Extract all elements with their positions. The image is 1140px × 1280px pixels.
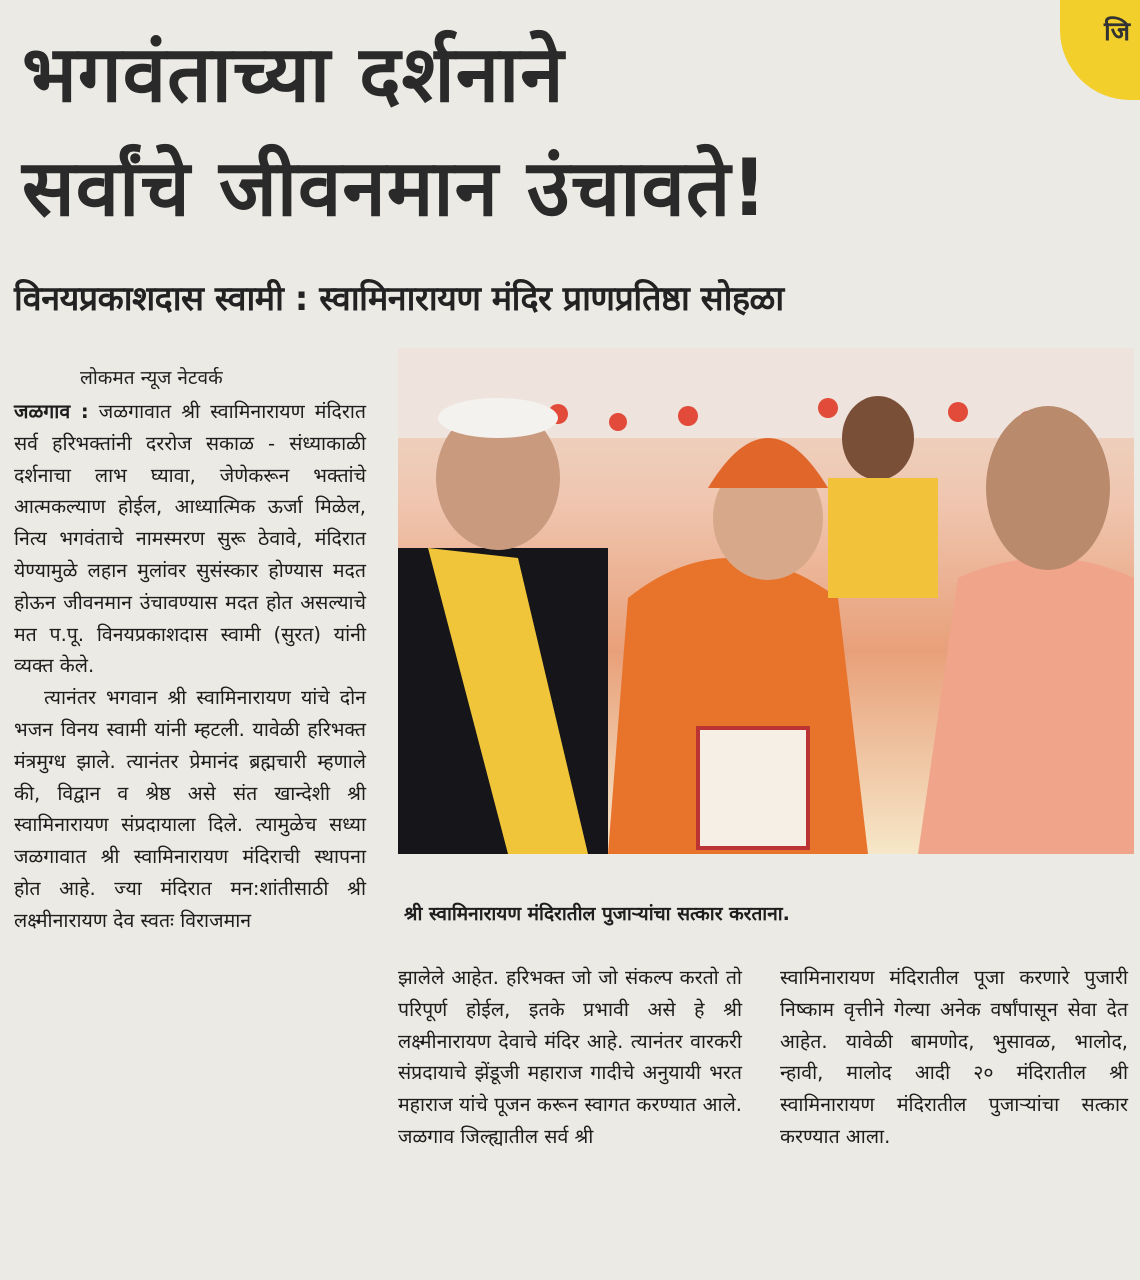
photo-caption: श्री स्वामिनारायण मंदिरातील पुजाऱ्यांचा सत्कार करताना. <box>404 903 790 925</box>
news-photo <box>398 348 1134 854</box>
section-tab-label: जि <box>1104 17 1131 47</box>
byline: लोकमत न्यूज नेटवर्क <box>80 367 223 389</box>
background-person-shirt <box>828 478 938 598</box>
paragraph-1: जळगावात श्री स्वामिनारायण मंदिरात सर्व हरिभक्तांनी दररोज सकाळ - संध्याकाळी दर्शनाचा लाभ घ्यावा, जेणेकरून भक्तांचे आत्मकल्याण होईल, आध्यात्मिक ऊर्जा मिळेल, नित्य भगवंताचे नामस्मरण सुरू ठेवावे, मंदिरात येण्यामुळे लहान मुलांवर सुसंस्कार होण्यास मदत होऊन जीवनमान उंचावण्यास मदत होत असल्याचे मत प.पू. विनयप्रकाशदास स्वामी (सुरत) यांनी व्यक्त केले. <box>14 400 367 678</box>
headline-line-1: भगवंताच्या दर्शनाने <box>22 30 565 120</box>
left-person-cap <box>438 398 558 438</box>
subheadline: विनयप्रकाशदास स्वामी : स्वामिनारायण मंदिर प्राणप्रतिष्ठा सोहळा <box>14 279 784 319</box>
paragraph-4: स्वामिनारायण मंदिरातील पूजा करणारे पुजारी निष्काम वृत्तीने गेल्या अनेक वर्षांपासून सेवा देत आहेत. यावेळी बामणोद, भुसावळ, भालोद, न्हावी, मालोद आदी २० मंदिरातील श्री स्वामिनारायण मंदिरातील पुजाऱ्यांचा सत्कार करण्यात आला. <box>780 966 1128 1148</box>
section-tab-badge <box>1060 0 1140 100</box>
photo-illustration <box>398 348 1134 854</box>
felicitation-book <box>698 728 808 848</box>
article-column-3 <box>780 962 1128 1153</box>
article-column-1 <box>14 396 366 937</box>
headline <box>22 18 1062 246</box>
headline-line-2: सर्वांचे जीवनमान उंचावते! <box>22 144 768 234</box>
center-monk-turban <box>708 438 828 488</box>
right-monk-face <box>986 406 1110 570</box>
background-person-face <box>842 396 914 480</box>
right-monk-robe <box>918 558 1134 854</box>
article-column-2 <box>398 962 742 1153</box>
paragraph-2: त्यानंतर भगवान श्री स्वामिनारायण यांचे दोन भजन विनय स्वामी यांनी म्हटली. यावेळी हरिभक्त मंत्रमुग्ध झाले. त्यानंतर प्रेमानंद ब्रह्मचारी म्हणाले की, विद्वान व श्रेष्ठ असे संत खान्देशी श्री स्वामिनारायण संप्रदायाला दिले. त्यामुळेच सध्या जळगावात श्री स्वामिनारायण मंदिराची स्थापना होत आहे. ज्या मंदिरात मन:शांतीसाठी श्री लक्ष्मीनारायण देव स्वतः विराजमान <box>14 686 366 932</box>
paragraph-3: झालेले आहेत. हरिभक्त जो जो संकल्प करतो तो परिपूर्ण होईल, इतके प्रभावी असे हे श्री लक्ष्मीनारायण देवाचे मंदिर आहे. त्यानंतर वारकरी संप्रदायाचे झेंडूजी महाराज गादीचे अनुयायी भरत महाराज यांचे पूजन करून स्वागत करण्यात आले. जळगाव जिल्ह्यातील सर्व श्री <box>398 966 742 1148</box>
dateline: जळगाव : <box>14 400 89 423</box>
